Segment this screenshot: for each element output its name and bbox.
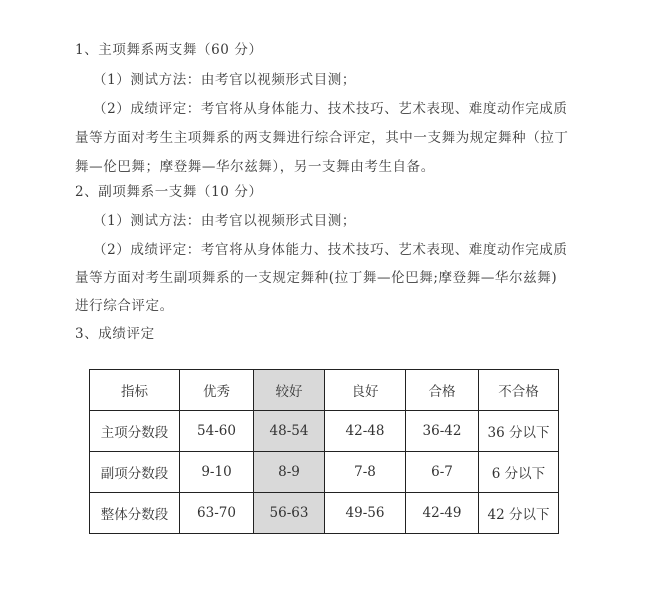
table-cell: 42 分以下 — [479, 493, 559, 534]
table-row — [90, 493, 559, 534]
table-cell: 48-54 — [254, 411, 325, 452]
score-table — [89, 369, 559, 534]
section-1-heading: 1、主项舞系两支舞（60 分） — [75, 42, 263, 58]
table-cell: 6-7 — [406, 452, 479, 493]
table-cell: 49-56 — [325, 493, 406, 534]
section-1-evaluation-line-1: （2）成绩评定：考官将从身体能力、技术技巧、艺术表现、难度动作完成质 — [93, 101, 568, 117]
header-fail: 不合格 — [479, 370, 559, 411]
table-cell: 9-10 — [180, 452, 254, 493]
table-row — [90, 411, 559, 452]
section-1-evaluation-line-2: 量等方面对考生主项舞系的两支舞进行综合评定，其中一支舞为规定舞种（拉丁 — [75, 130, 569, 146]
table-header-row — [90, 370, 559, 411]
section-2-evaluation-line-2: 量等方面对考生副项舞系的一支规定舞种(拉丁舞—伦巴舞;摩登舞—华尔兹舞) — [75, 270, 558, 286]
table-cell: 56-63 — [254, 493, 325, 534]
table-cell: 54-60 — [180, 411, 254, 452]
table-cell: 6 分以下 — [479, 452, 559, 493]
table-cell: 36-42 — [406, 411, 479, 452]
section-1-test-method: （1）测试方法：由考官以视频形式目测； — [93, 72, 356, 88]
table-cell: 8-9 — [254, 452, 325, 493]
section-2-heading: 2、副项舞系一支舞（10 分） — [75, 184, 263, 200]
table-row — [90, 452, 559, 493]
row-label: 副项分数段 — [90, 452, 180, 493]
header-fair: 良好 — [325, 370, 406, 411]
section-2-evaluation-line-1: （2）成绩评定：考官将从身体能力、技术技巧、艺术表现、难度动作完成质 — [93, 242, 568, 258]
header-indicator: 指标 — [90, 370, 180, 411]
table-cell: 42-49 — [406, 493, 479, 534]
row-label: 整体分数段 — [90, 493, 180, 534]
table-cell: 42-48 — [325, 411, 406, 452]
header-pass: 合格 — [406, 370, 479, 411]
row-label: 主项分数段 — [90, 411, 180, 452]
section-2-test-method: （1）测试方法：由考官以视频形式目测； — [93, 213, 356, 229]
section-1-evaluation-line-3: 舞—伦巴舞；摩登舞—华尔兹舞），另一支舞由考生自备。 — [75, 159, 435, 175]
table-cell: 63-70 — [180, 493, 254, 534]
section-2-evaluation-line-3: 进行综合评定。 — [75, 298, 174, 314]
table-cell: 36 分以下 — [479, 411, 559, 452]
section-3-heading: 3、成绩评定 — [75, 326, 155, 342]
header-excellent: 优秀 — [180, 370, 254, 411]
header-good: 较好 — [254, 370, 325, 411]
table-cell: 7-8 — [325, 452, 406, 493]
